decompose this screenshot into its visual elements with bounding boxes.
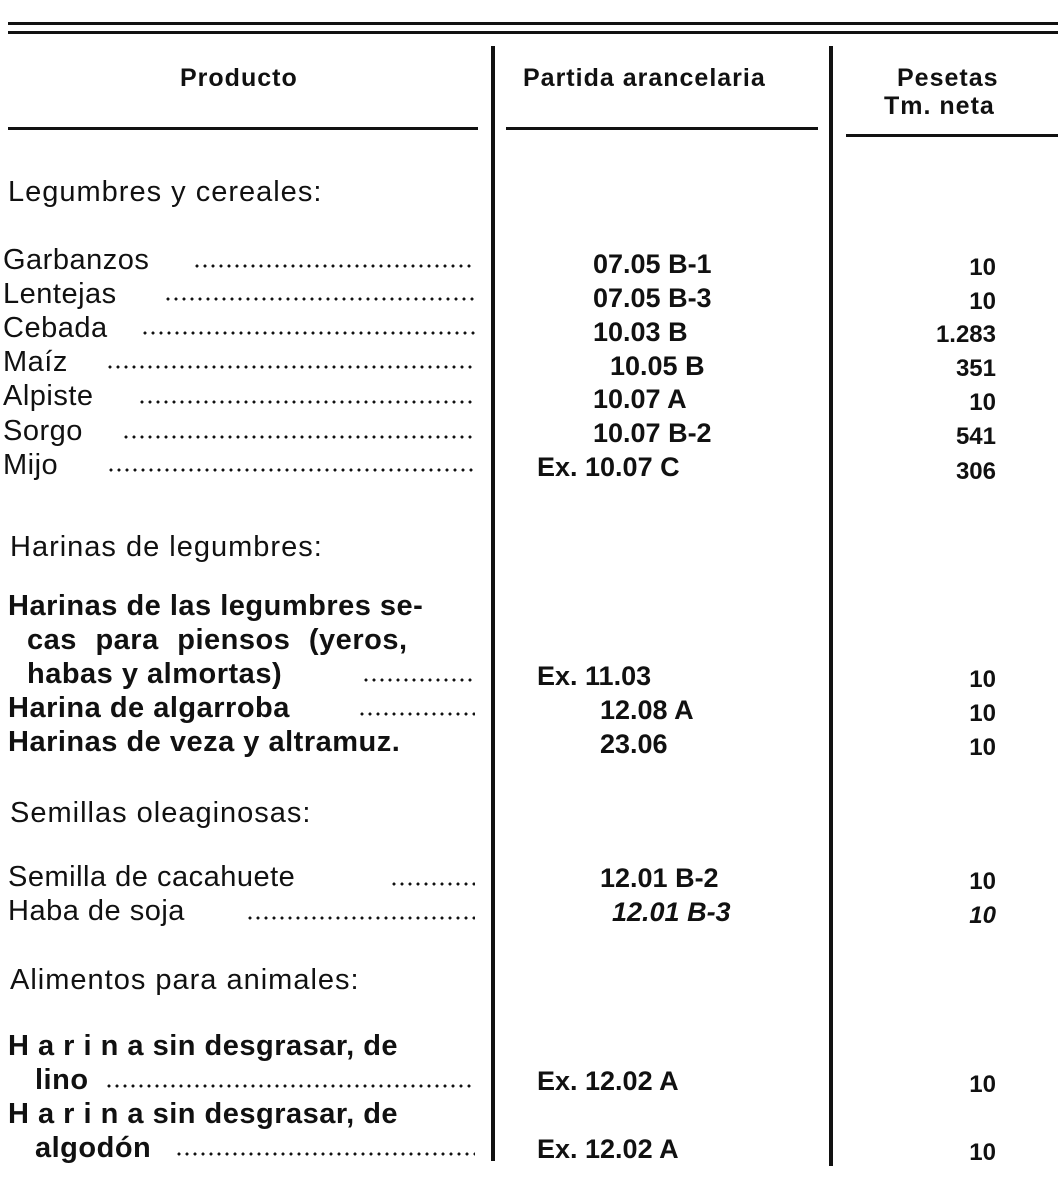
pesetas-value: 541 (955, 423, 996, 450)
pesetas-value: 10 (969, 902, 996, 929)
pesetas-value: 10 (969, 734, 996, 761)
product-name-line: H a r i n a sin desgrasar, de (8, 1098, 399, 1130)
partida-code: 12.08 A (600, 695, 694, 725)
product-name: Cebada (3, 312, 108, 344)
pesetas-value: 10 (969, 868, 996, 895)
header-producto: Producto (180, 64, 298, 92)
product-name: Sorgo (3, 415, 83, 447)
header-rule-partida (506, 127, 818, 130)
top-rule-1 (8, 22, 1058, 25)
product-name: Semilla de cacahuete (8, 861, 296, 893)
section-title: Harinas de legumbres: (10, 531, 323, 563)
partida-code: 10.05 B (610, 351, 705, 381)
top-rule-2 (8, 31, 1058, 34)
pesetas-value: 10 (969, 700, 996, 727)
leader-dots (193, 264, 475, 268)
product-name: Garbanzos (3, 244, 150, 276)
partida-code: 10.03 B (593, 317, 688, 347)
pesetas-value: 351 (955, 355, 996, 382)
product-name-line: Harinas de las legumbres se- (8, 590, 424, 622)
pesetas-value: 10 (969, 1139, 996, 1166)
product-name: Harina de algarroba (8, 692, 290, 724)
leader-dots (107, 468, 475, 472)
leader-dots (141, 331, 475, 335)
partida-code: 12.01 B-2 (600, 863, 719, 893)
column-rule-1 (491, 46, 495, 1161)
header-partida: Partida arancelaria (523, 64, 766, 92)
partida-code: Ex. 10.07 C (537, 452, 680, 482)
product-name-line: lino (35, 1064, 89, 1096)
product-name: Harinas de veza y altramuz. (8, 726, 401, 758)
pesetas-value: 10 (969, 254, 996, 281)
product-name: Lentejas (3, 278, 117, 310)
leader-dots (246, 916, 475, 920)
pesetas-value: 10 (969, 1071, 996, 1098)
partida-code: Ex. 12.02 A (537, 1066, 679, 1096)
section-title: Alimentos para animales: (10, 964, 360, 996)
section-title: Semillas oleaginosas: (10, 797, 312, 829)
leader-dots (138, 400, 475, 404)
product-name-line: algodón (35, 1132, 152, 1164)
product-name: Alpiste (3, 380, 94, 412)
column-rule-2 (829, 46, 833, 1166)
leader-dots (362, 678, 475, 682)
partida-code: 07.05 B-3 (593, 283, 712, 313)
header-rule-pesetas (846, 134, 1058, 137)
partida-code: Ex. 12.02 A (537, 1134, 679, 1164)
leader-dots (106, 365, 475, 369)
partida-code: 12.01 B-3 (612, 897, 731, 927)
product-name-line: cas para piensos (yeros, (27, 624, 408, 656)
leader-dots (122, 435, 475, 439)
pesetas-value: 10 (969, 389, 996, 416)
leader-dots (390, 882, 475, 886)
pesetas-value: 10 (969, 666, 996, 693)
header-rule-producto (8, 127, 478, 130)
product-name-line: habas y almortas) (27, 658, 283, 690)
product-name: Mijo (3, 449, 59, 481)
pesetas-value: 1.283 (935, 321, 996, 348)
section-title: Legumbres y cereales: (8, 176, 323, 208)
product-name: Haba de soja (8, 895, 185, 927)
product-name-line: H a r i n a sin desgrasar, de (8, 1030, 399, 1062)
product-name: Maíz (3, 346, 68, 378)
leader-dots (105, 1084, 475, 1088)
partida-code: 23.06 (600, 729, 668, 759)
pesetas-value: 10 (969, 288, 996, 315)
partida-code: Ex. 11.03 (537, 661, 652, 691)
header-tm-neta: Tm. neta (884, 92, 995, 120)
leader-dots (358, 712, 475, 716)
partida-code: 10.07 B-2 (593, 418, 712, 448)
partida-code: 07.05 B-1 (593, 249, 712, 279)
partida-code: 10.07 A (593, 384, 687, 414)
pesetas-value: 306 (955, 458, 996, 485)
header-pesetas: Pesetas (897, 64, 999, 92)
leader-dots (175, 1152, 475, 1156)
leader-dots (164, 297, 475, 301)
